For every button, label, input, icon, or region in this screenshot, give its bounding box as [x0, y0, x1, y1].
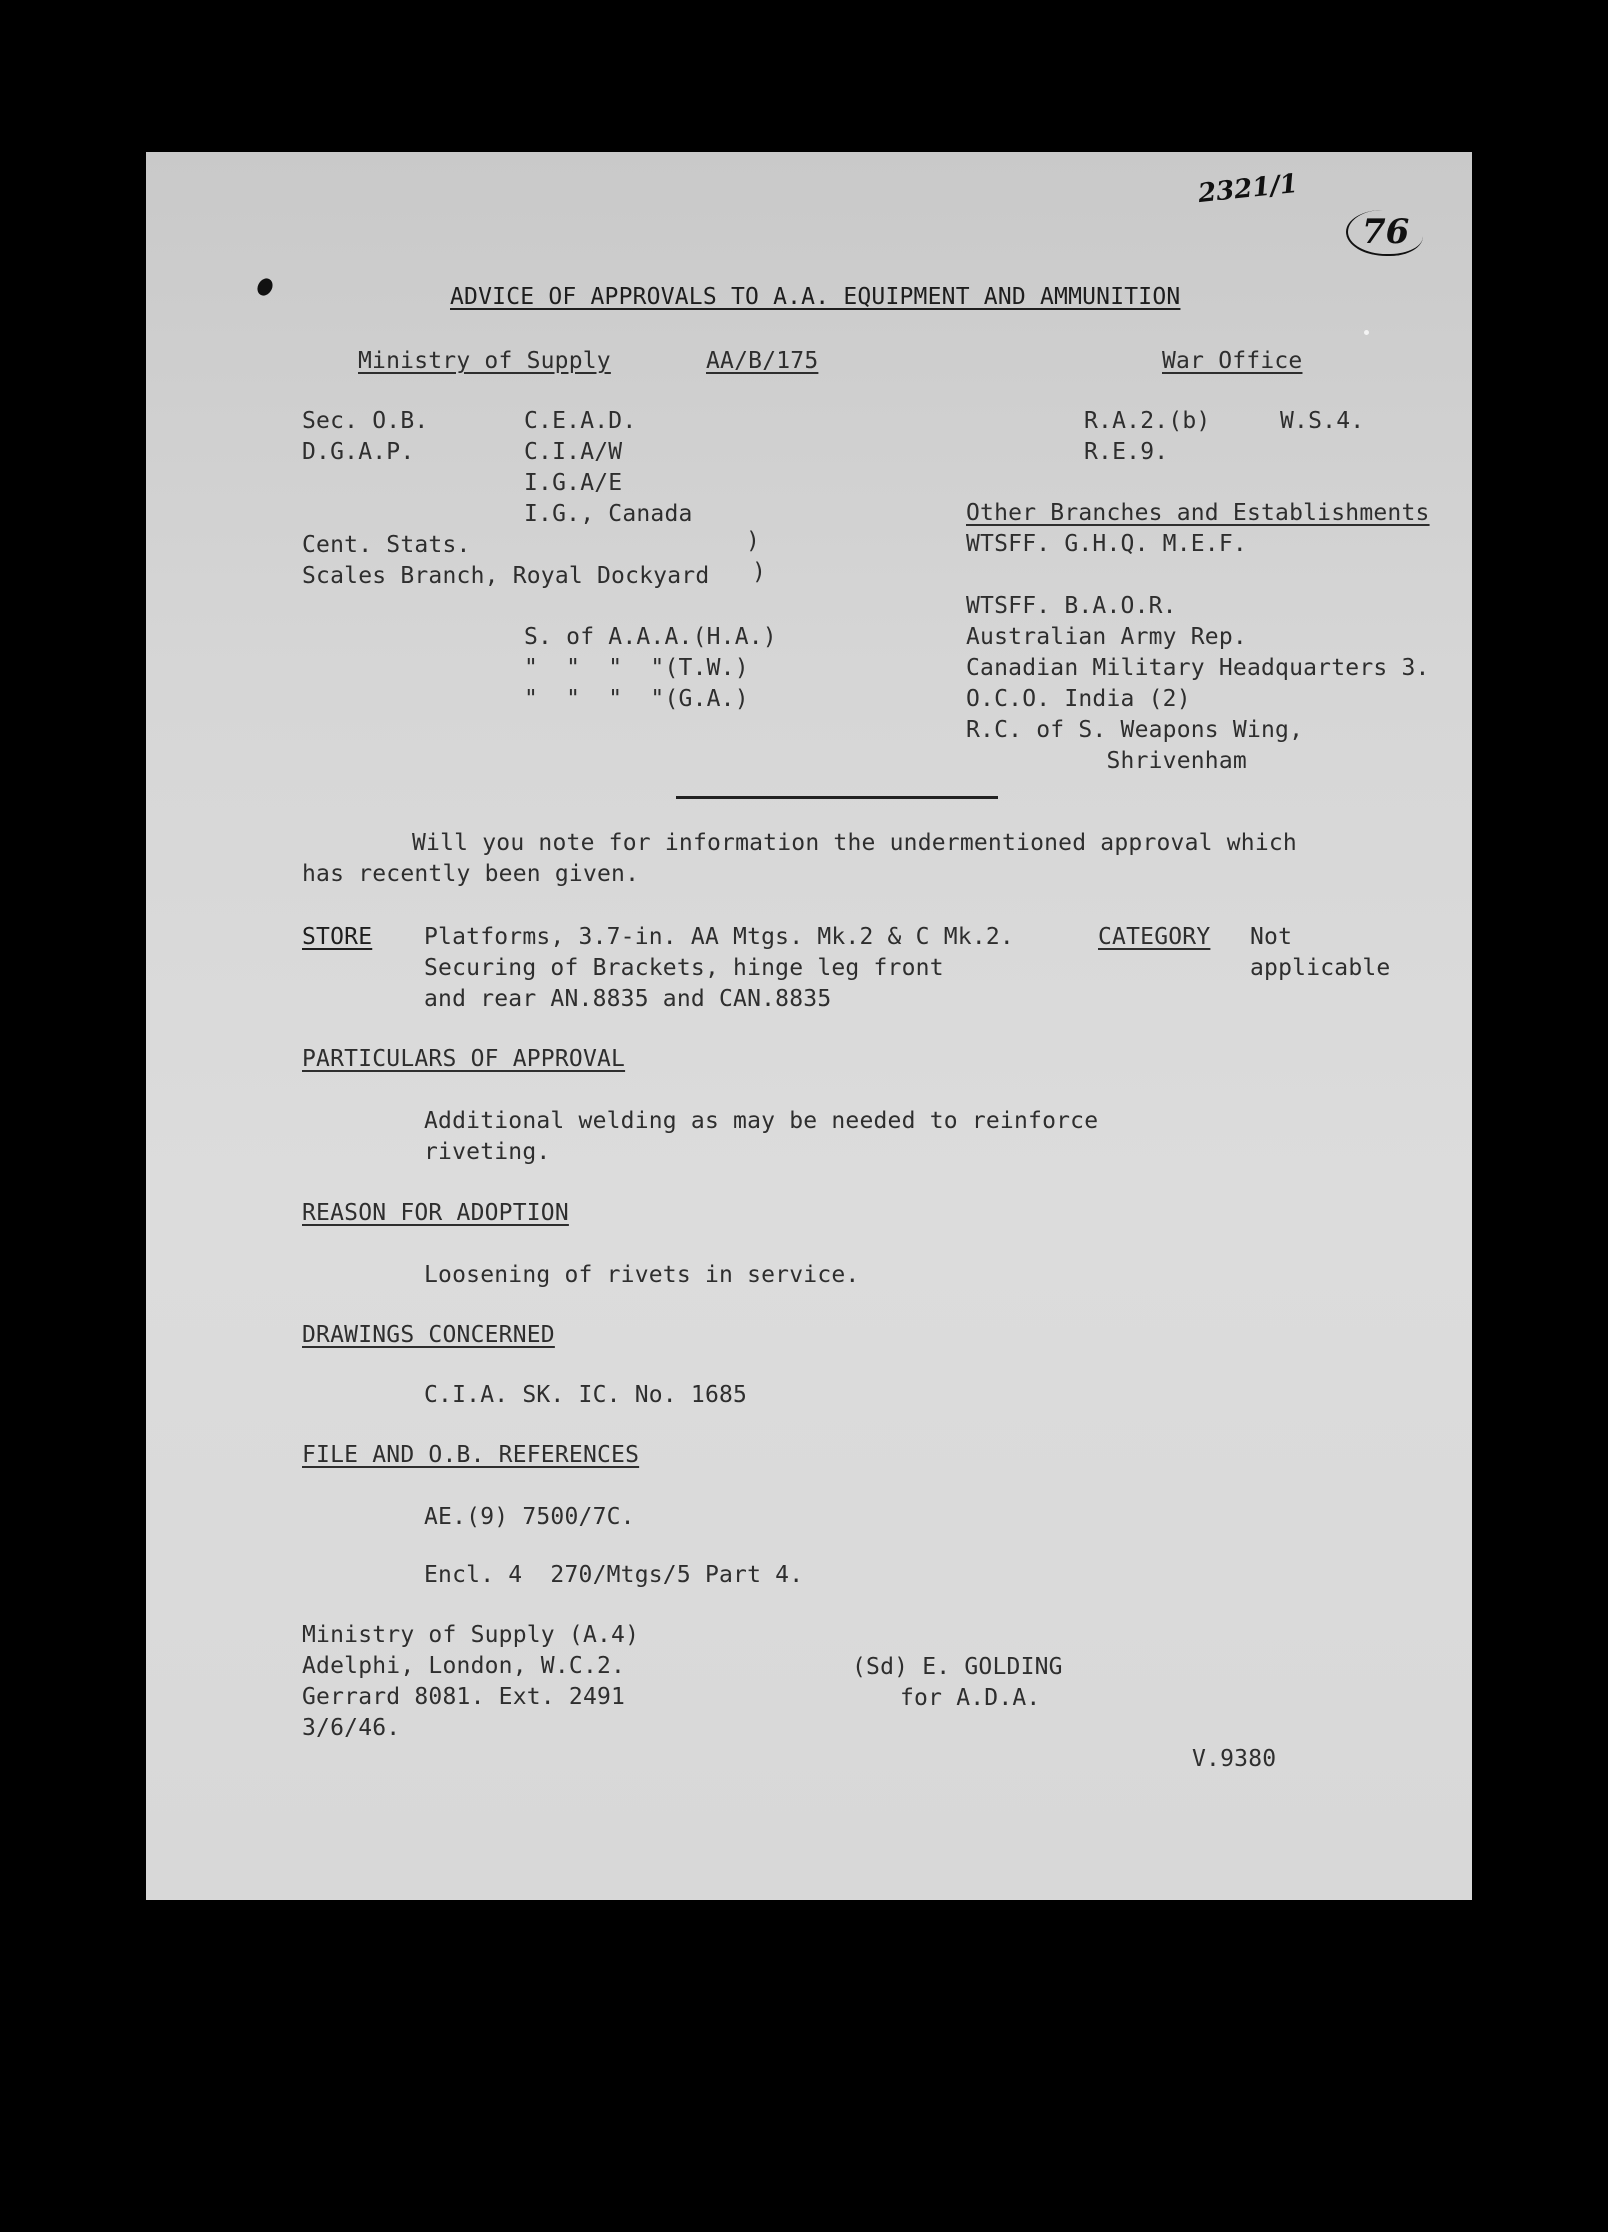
distribution-item: WTSFF. B.A.O.R. [966, 593, 1177, 619]
signature-line: (Sd) E. GOLDING [852, 1654, 1063, 1680]
distribution-item: I.G.A/E [524, 470, 623, 496]
other-branches-heading: Other Branches and Establishments [966, 500, 1430, 526]
file-references-label: FILE AND O.B. REFERENCES [302, 1442, 640, 1468]
drawings-text: C.I.A. SK. IC. No. 1685 [424, 1382, 748, 1408]
address-line: Ministry of Supply (A.4) [302, 1622, 640, 1648]
distribution-item: Canadian Military Headquarters 3. [966, 655, 1430, 681]
particulars-label: PARTICULARS OF APPROVAL [302, 1046, 626, 1072]
separator-rule [676, 796, 998, 799]
drawings-label: DRAWINGS CONCERNED [302, 1322, 555, 1348]
distribution-item: R.C. of S. Weapons Wing, [966, 717, 1304, 743]
brace-mark: ) [752, 559, 767, 585]
distribution-item: WTSFF. G.H.Q. M.E.F. [966, 531, 1247, 557]
store-label: STORE [302, 924, 373, 950]
address-line: Gerrard 8081. Ext. 2491 [302, 1684, 626, 1710]
intro-line: Will you note for information the undermentioned approval which [412, 830, 1297, 856]
category-value: applicable [1250, 955, 1391, 981]
category-value: Not [1250, 924, 1293, 950]
left-header: Ministry of Supply [358, 348, 611, 374]
address-line: 3/6/46. [302, 1715, 401, 1741]
document-title: ADVICE OF APPROVALS TO A.A. EQUIPMENT AND AMMUNITION [450, 284, 1181, 310]
brace-mark: ) [746, 528, 761, 554]
distribution-item: S. of A.A.A.(H.A.) [524, 624, 777, 650]
distribution-item: W.S.4. [1280, 408, 1365, 434]
distribution-item: C.E.A.D. [524, 408, 637, 434]
particulars-text: riveting. [424, 1139, 551, 1165]
ink-speck [254, 276, 275, 299]
file-reference: AE.(9) 7500/7C. [424, 1504, 635, 1530]
address-line: Adelphi, London, W.C.2. [302, 1653, 626, 1679]
distribution-item: Scales Branch, Royal Dockyard [302, 563, 710, 589]
reference-number: AA/B/175 [706, 348, 819, 374]
distribution-item: R.A.2.(b) [1084, 408, 1211, 434]
distribution-item: O.C.O. India (2) [966, 686, 1191, 712]
distribution-item: Sec. O.B. [302, 408, 429, 434]
store-text: Platforms, 3.7-in. AA Mtgs. Mk.2 & C Mk.2. [424, 924, 1014, 950]
reason-label: REASON FOR ADOPTION [302, 1200, 569, 1226]
document-page [146, 152, 1472, 1900]
distribution-item: D.G.A.P. [302, 439, 415, 465]
file-reference: Encl. 4 270/Mtgs/5 Part 4. [424, 1562, 804, 1588]
reason-text: Loosening of rivets in service. [424, 1262, 860, 1288]
distribution-item: Australian Army Rep. [966, 624, 1247, 650]
ink-speck [1364, 330, 1369, 335]
folio-number-annotation: 76 [1346, 210, 1423, 256]
store-text: and rear AN.8835 and CAN.8835 [424, 986, 832, 1012]
distribution-item: Cent. Stats. [302, 532, 471, 558]
particulars-text: Additional welding as may be needed to reinforce [424, 1108, 1099, 1134]
category-label: CATEGORY [1098, 924, 1211, 950]
distribution-item: " " " "(G.A.) [524, 686, 749, 712]
distribution-item: Shrivenham [966, 748, 1247, 774]
intro-line: has recently been given. [302, 861, 640, 887]
distribution-item: " " " "(T.W.) [524, 655, 749, 681]
right-header: War Office [1162, 348, 1303, 374]
form-number: V.9380 [1192, 1746, 1277, 1772]
distribution-item: C.I.A/W [524, 439, 623, 465]
distribution-item: I.G., Canada [524, 501, 693, 527]
store-text: Securing of Brackets, hinge leg front [424, 955, 944, 981]
file-number-annotation: 2321/1 [1196, 168, 1300, 210]
signature-line: for A.D.A. [900, 1685, 1041, 1711]
distribution-item: R.E.9. [1084, 439, 1169, 465]
